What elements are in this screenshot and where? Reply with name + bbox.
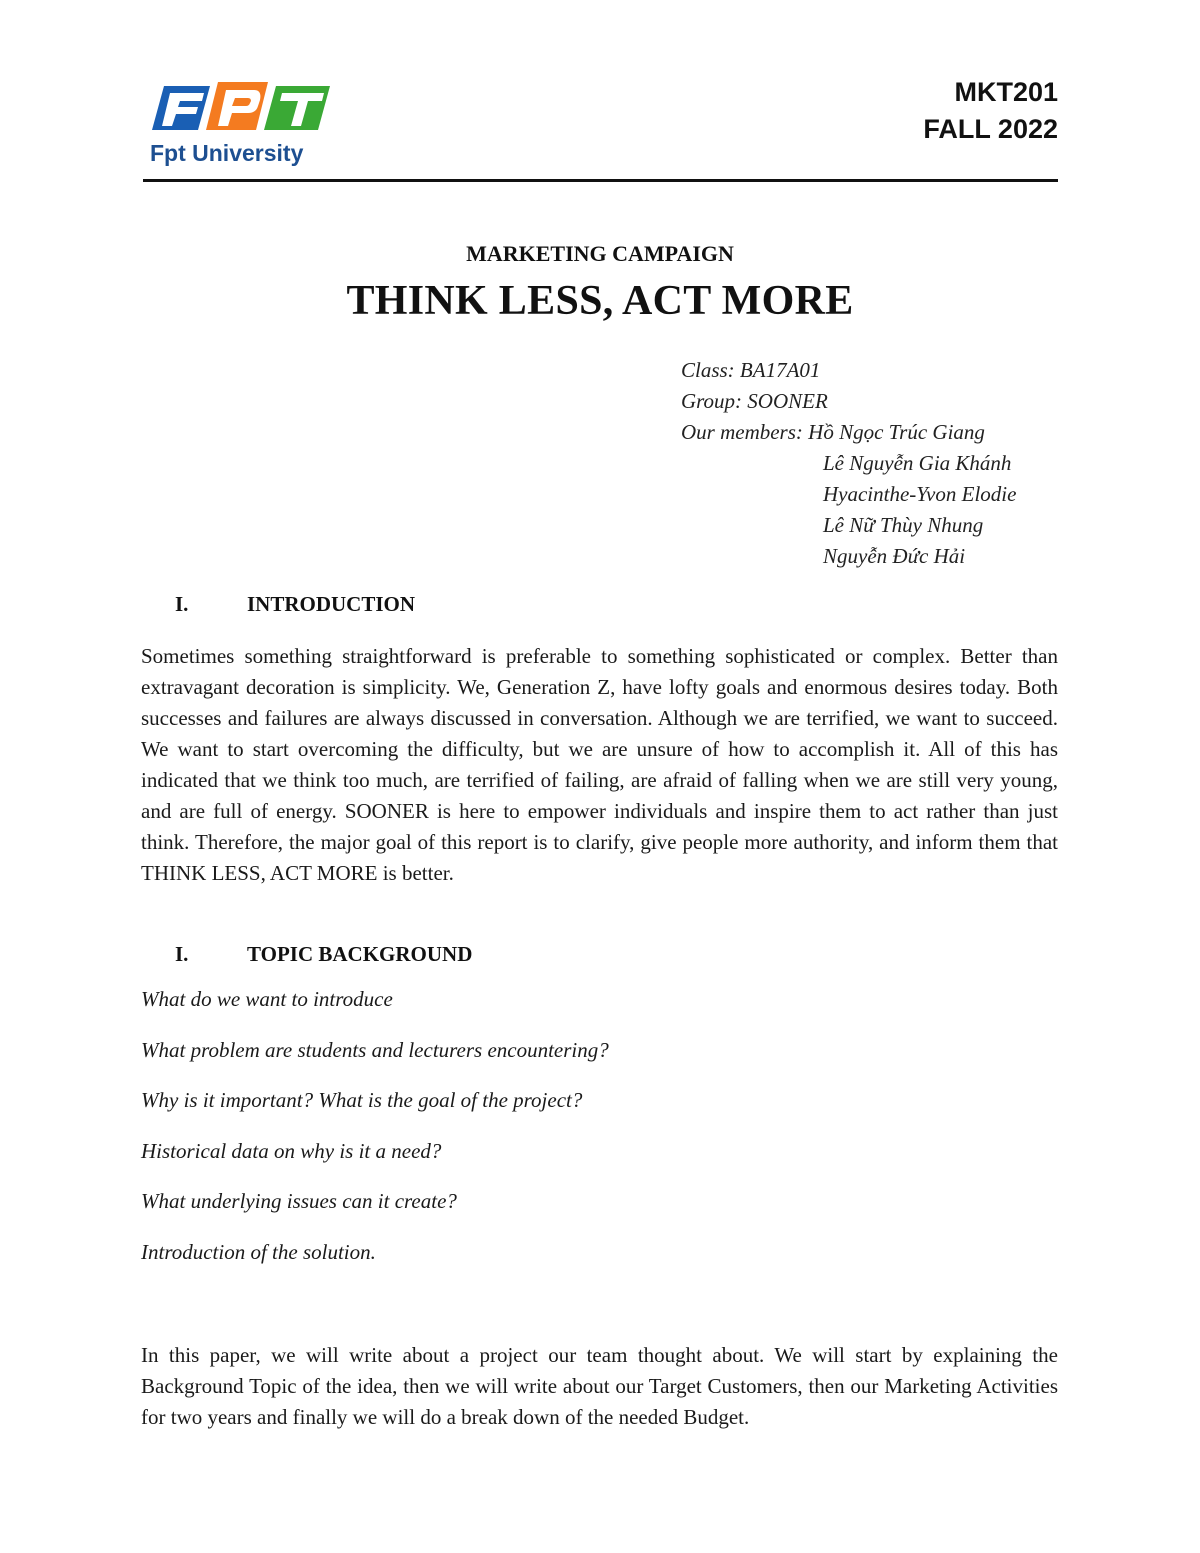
section-number: I. <box>175 942 189 966</box>
fpt-university-logo <box>148 78 348 173</box>
section-number: I. <box>175 592 189 616</box>
member-name: Lê Nữ Thùy Nhung <box>823 513 984 537</box>
member-name: Hồ Ngọc Trúc Giang <box>808 420 985 444</box>
section-heading-introduction <box>175 592 415 617</box>
closing-paragraph: In this paper, we will write about a project our team thought about. We will start by explaining the Background Topic of the idea, then we will write about our Target Customers, then our Marketing Activities for two years and finally we will do a break down of the needed Budget. <box>141 1343 1058 1429</box>
introduction-paragraph: Sometimes something straightforward is preferable to something sophisticated or complex. Better than extravagant decoration is simplicity. We, Generation Z, have lofty goals and enormous desires today. Both successes and failures are always discussed in conversation. Although we are terrified, we want to succeed. We want to start overcoming the difficulty, but we are unsure of how to accomplish it. All of this has indicated that we think too much, are terrified of failing, are afraid of falling when we are still very young, and are full of energy. SOONER is here to empower individuals and inspire them to act rather than just think. Therefore, the major goal of this report is to clarify, give people more authority, and inform them that THINK LESS, ACT MORE is better. <box>141 644 1058 885</box>
section-title: TOPIC BACKGROUND <box>247 942 473 966</box>
members-label: Our members: <box>681 420 809 444</box>
question-item: Historical data on why is it a need? <box>141 1139 442 1163</box>
section-heading-topic-background <box>175 942 472 967</box>
section-title: INTRODUCTION <box>247 592 416 616</box>
member-name: Hyacinthe-Yvon Elodie <box>823 482 1017 506</box>
fpt-logo-icon <box>148 78 348 173</box>
document-subtitle: MARKETING CAMPAIGN <box>466 241 734 266</box>
group-info <box>681 355 1016 572</box>
question-item: Introduction of the solution. <box>141 1240 376 1264</box>
question-item: What do we want to introduce <box>141 987 393 1011</box>
question-item: What problem are students and lecturers encountering? <box>141 1038 609 1062</box>
group-line: Group: SOONER <box>681 389 828 413</box>
member-name: Nguyễn Đức Hải <box>823 544 966 568</box>
class-line: Class: BA17A01 <box>681 358 821 382</box>
course-info <box>923 74 1058 148</box>
question-item: What underlying issues can it create? <box>141 1189 457 1213</box>
logo-caption: Fpt University <box>150 140 304 166</box>
member-name: Lê Nguyễn Gia Khánh <box>823 451 1012 475</box>
course-code: MKT201 <box>954 77 1058 107</box>
document-title: THINK LESS, ACT MORE <box>346 278 854 324</box>
header-divider <box>143 179 1058 182</box>
course-term: FALL 2022 <box>923 114 1058 144</box>
members-line <box>681 417 1016 448</box>
question-item: Why is it important? What is the goal of the project? <box>141 1088 583 1112</box>
